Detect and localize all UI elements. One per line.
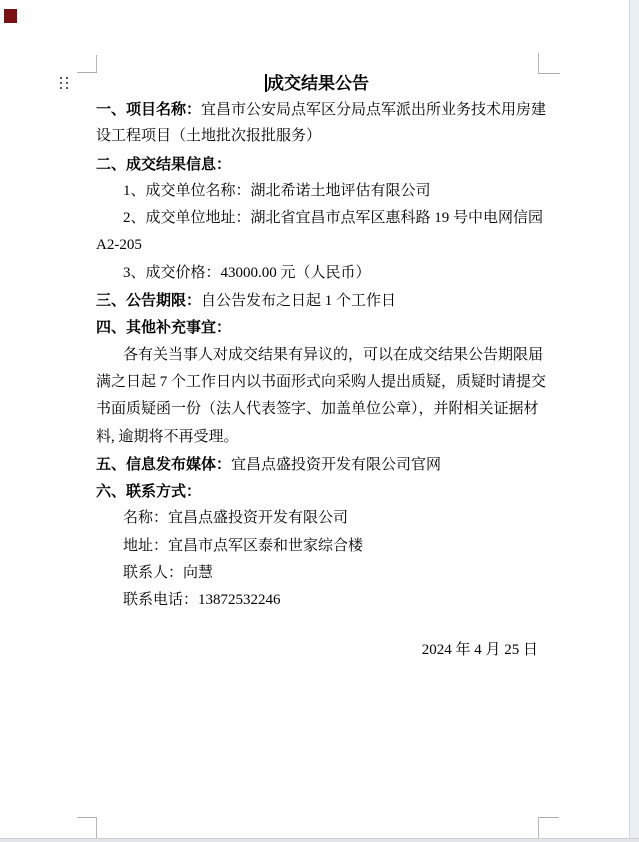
margin-crop-mark-bottom-right xyxy=(538,817,559,840)
doc-line[interactable] xyxy=(96,260,538,287)
doc-line[interactable] xyxy=(96,96,547,123)
doc-line-text: 地址：宜昌市点军区泰和世家综合楼 xyxy=(123,537,364,554)
doc-line[interactable] xyxy=(96,369,547,396)
doc-line[interactable] xyxy=(96,342,544,369)
recording-indicator xyxy=(4,9,17,23)
doc-line-text: 联系人：向慧 xyxy=(123,565,214,582)
document-text-area[interactable] xyxy=(96,71,547,664)
page-title xyxy=(96,71,538,96)
drag-handle-icon[interactable] xyxy=(60,77,68,89)
doc-line-text: 料, 逾期将不再受理。 xyxy=(96,428,239,445)
doc-line-heading: 四、其他补充事宜： xyxy=(96,319,232,337)
doc-line[interactable] xyxy=(96,424,538,451)
doc-line[interactable] xyxy=(96,587,538,614)
doc-line-text: 设工程项目（土地批次报批服务） xyxy=(96,128,322,145)
doc-line[interactable] xyxy=(96,560,538,587)
margin-crop-mark-top-right xyxy=(538,53,560,74)
doc-line-text: 自公告发布之日起 1 个工作日 xyxy=(201,293,397,310)
doc-date: 2024 年 4 月 25 日 xyxy=(421,641,538,658)
doc-line[interactable] xyxy=(96,205,544,232)
doc-line[interactable] xyxy=(96,505,538,532)
doc-line-heading: 二、成交结果信息： xyxy=(96,155,232,173)
horizontal-scrollbar[interactable] xyxy=(0,838,639,842)
doc-line-text: 3、成交价格：43000.00 元（人民币） xyxy=(123,264,371,281)
doc-line[interactable] xyxy=(96,314,538,341)
doc-line[interactable] xyxy=(96,396,538,423)
doc-line-heading: 一、项目名称： xyxy=(96,101,202,118)
doc-line-text: 书面质疑函一份（法人代表签字、加盖单位公章），并附相关证据材 xyxy=(96,401,539,418)
doc-line-text: 名称：宜昌点盛投资开发有限公司 xyxy=(123,510,349,527)
doc-line[interactable] xyxy=(96,151,538,178)
vertical-scrollbar[interactable] xyxy=(629,0,639,842)
doc-line-text: 宜昌点盛投资开发有限公司官网 xyxy=(231,456,442,473)
doc-line-heading: 六、联系方式： xyxy=(96,483,202,501)
doc-line[interactable] xyxy=(96,478,538,505)
doc-line-text: 各有关当事人对成交结果有异议的，可以在成交结果公告期限届 xyxy=(123,346,544,363)
doc-line[interactable] xyxy=(96,178,538,205)
doc-line[interactable] xyxy=(96,533,538,560)
page-title-text: 成交结果公告 xyxy=(267,74,369,93)
doc-line-text: 2、成交单位地址：湖北省宜昌市点军区惠科路 19 号中电网信园 xyxy=(123,210,544,227)
doc-line-heading: 五、信息发布媒体： xyxy=(96,455,232,473)
doc-line-text: A2-205 xyxy=(96,237,142,254)
doc-line-text: 宜昌市公安局点军区分局点军派出所业务技术用房建 xyxy=(201,102,547,118)
doc-line[interactable] xyxy=(96,287,538,314)
doc-line[interactable] xyxy=(96,123,538,150)
margin-crop-mark-top-left xyxy=(77,55,97,73)
doc-line-heading: 三、公告期限： xyxy=(96,292,202,310)
doc-lines xyxy=(96,96,547,615)
doc-line-text: 联系电话：13872532246 xyxy=(123,592,281,609)
doc-line[interactable] xyxy=(96,232,538,259)
doc-line-text: 满之日起 7 个工作日内以书面形式向采购人提出质疑，质疑时请提交 xyxy=(96,373,547,390)
doc-line-text: 1、成交单位名称：湖北希诺土地评估有限公司 xyxy=(123,182,431,199)
doc-line[interactable] xyxy=(96,451,538,478)
